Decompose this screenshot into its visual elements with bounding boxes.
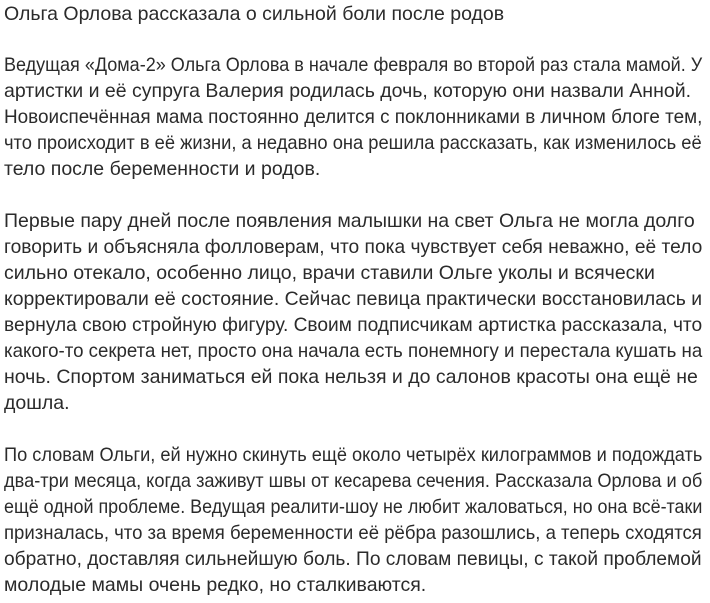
paragraph-line: ночь. Спортом заниматься ей пока нельзя и до салонов красоты она ещё не (4, 366, 698, 388)
paragraph-line: По словам Ольги, ей нужно скинуть ещё около четырёх килограммов и подождать (4, 444, 703, 466)
paragraph-line: корректировали её состояние. Сейчас певица практически восстановилась и (4, 288, 703, 310)
paragraph-line: дошла. (4, 392, 70, 414)
paragraph-line: молодые мамы очень редко, но сталкиваются. (4, 574, 427, 596)
paragraph-line: тело после беременности и родов. (4, 158, 321, 180)
paragraph-line: вернула свою стройную фигуру. Своим подписчикам артистка рассказала, что (4, 314, 703, 336)
article-title: Ольга Орлова рассказала о сильной боли после родов (4, 3, 505, 25)
paragraph-line: Ведущая «Дома-2» Ольга Орлова в начале февраля во второй раз стала мамой. У (4, 54, 703, 76)
paragraph-line: сильно отекало, особенно лицо, врачи ставили Ольге уколы и всячески (4, 262, 655, 284)
paragraph-line: что происходит в её жизни, а недавно она решила рассказать, как изменилось её (4, 132, 702, 154)
paragraph-line: призналась, что за время беременности её рёбра разошлись, а теперь сходятся (4, 522, 702, 544)
paragraph-line: говорить и объясняла фолловерам, что пока чувствует себя неважно, её тело (4, 236, 703, 258)
paragraph-line: ещё одной проблеме. Ведущая реалити-шоу не любит жаловаться, но она всё-таки (4, 496, 703, 518)
paragraph-line: обратно, доставляя сильнейшую боль. По словам певицы, с такой проблемой (4, 548, 702, 570)
paragraph-line: какого-то секрета нет, просто она начала есть понемногу и перестала кушать на (4, 340, 703, 362)
paragraph-line: Новоиспечённая мама постоянно делится с поклонниками в личном блоге тем, (4, 106, 703, 128)
paragraph-line: Первые пару дней после появления малышки на свет Ольга не могла долго (4, 210, 695, 232)
paragraph-line: артистки и её супруга Валерия родилась дочь, которую они назвали Анной. (4, 80, 692, 102)
paragraph-line: два-три месяца, когда заживут швы от кесарева сечения. Рассказала Орлова и об (4, 470, 703, 492)
